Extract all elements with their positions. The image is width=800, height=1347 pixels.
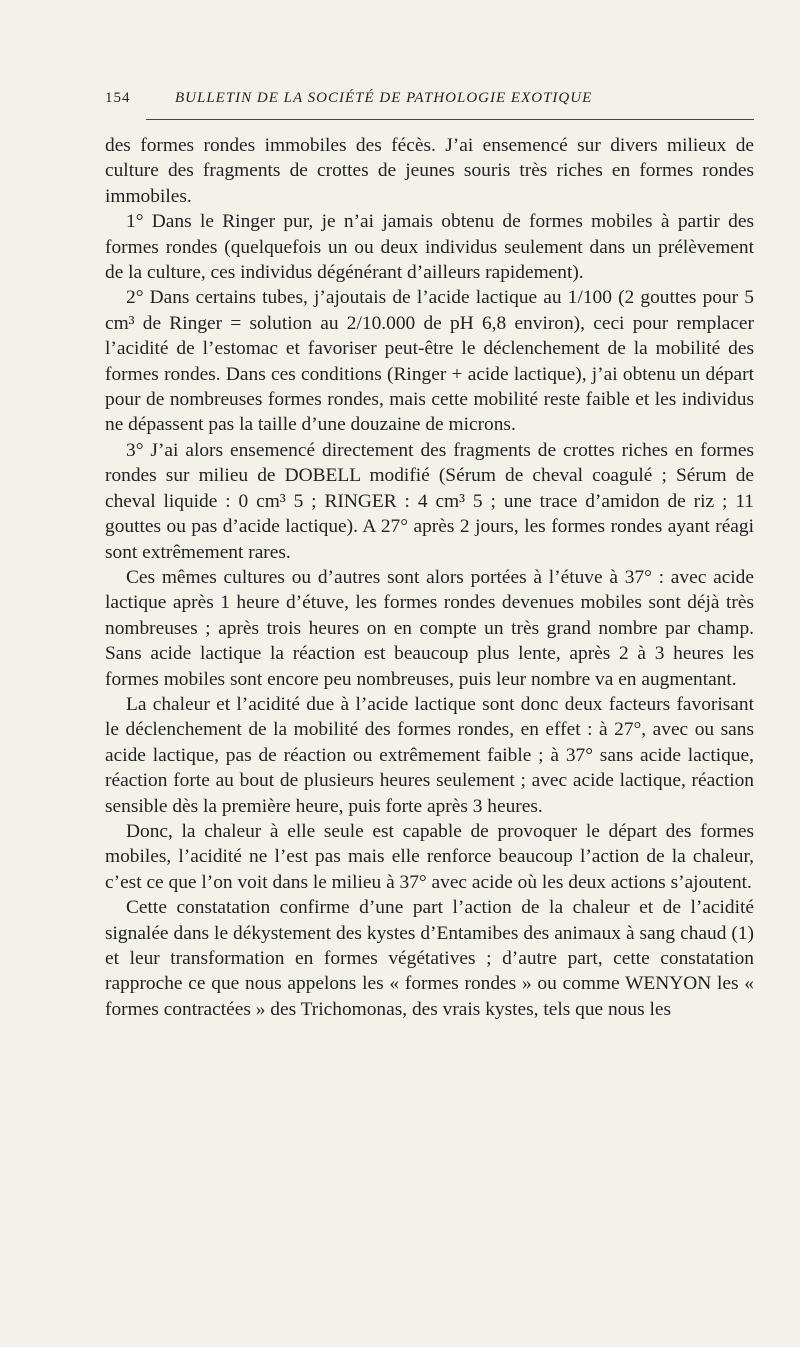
page-header	[105, 90, 753, 120]
paragraph-3: 2° Dans certains tubes, j’ajoutais de l’acide lactique au 1/100 (2 gouttes pour 5 cm³ de Ringer = solution au 2/10.000 de pH 6,8 environ), ceci pour remplacer l’acidité de l’estomac et favoriser peut-être le déclenchement de la mobilité des formes rondes. Dans ces conditions (Ringer + acide lactique), j’ai obtenu un départ pour de nombreuses formes rondes, mais cette mobilité reste faible et les individus ne dépassent pas la taille d’une douzaine de microns.	[105, 287, 754, 436]
paragraph-5: Ces mêmes cultures ou d’autres sont alors portées à l’étuve à 37° : avec acide lactique après 1 heure d’étuve, les formes rondes devenues mobiles sont déjà très nombreuses ; après trois heures on en compte un très grand nombre par champ. Sans acide lactique la réaction est beaucoup plus lente, après 2 à 3 heures les formes mobiles sont encore peu nombreuses, puis leur nombre va en augmentant.	[105, 566, 754, 690]
paragraph-4: 3° J’ai alors ensemencé directement des fragments de crottes riches en formes rondes sur milieu de DOBELL modifié (Sérum de cheval coagulé ; Sérum de cheval liquide : 0 cm³ 5 ; RINGER : 4 cm³ 5 ; une trace d’amidon de riz ; 11 gouttes ou pas d’acide lactique). A 27° après 2 jours, les formes rondes ayant réagi sont extrêmement rares.	[105, 439, 754, 563]
page-number: 154	[105, 90, 131, 106]
paragraph-1: des formes rondes immobiles des fécès. J’ai ensemencé sur divers milieux de culture des fragments de crottes de jeunes souris très riches en formes rondes immobiles.	[105, 135, 754, 207]
paragraph-7: Donc, la chaleur à elle seule est capable de provoquer le départ des formes mobiles, l’acidité ne l’est pas mais elle renforce beaucoup l’action de la chaleur, c’est ce que l’on voit dans le milieu à 37° avec acide où les deux actions s’ajoutent.	[105, 820, 754, 893]
article-body	[105, 133, 754, 1022]
paragraph-8: Cette constatation confirme d’une part l’action de la chaleur et de l’acidité signalée dans le dékystement des kystes d’Entamibes des animaux à sang chaud (1) et leur transformation en formes végétatives ; d’autre part, cette constatation rapproche ce que nous appelons les « formes rondes » ou comme WENYON les « formes contractées » des Trichomonas, des vrais kystes, tels que nous les	[105, 897, 754, 1020]
paragraph-2: 1° Dans le Ringer pur, je n’ai jamais obtenu de formes mobiles à partir des formes rondes (quelquefois un ou deux individus seulement dans un prélèvement de la culture, ces individus dégénérant d’ailleurs rapidement).	[105, 211, 754, 284]
paragraph-6: La chaleur et l’acidité due à l’acide lactique sont donc deux facteurs favorisant le déclenchement de la mobilité des formes rondes, en effet : à 27°, avec ou sans acide lactique, pas de réaction ou extrêmement faible ; à 37° sans acide lactique, réaction forte au bout de plusieurs heures seulement ; avec acide lactique, réaction sensible dès la première heure, puis forte après 3 heures.	[105, 693, 754, 817]
header-rule	[146, 119, 754, 120]
running-title: BULLETIN DE LA SOCIÉTÉ DE PATHOLOGIE EXOTIQUE	[175, 90, 593, 106]
